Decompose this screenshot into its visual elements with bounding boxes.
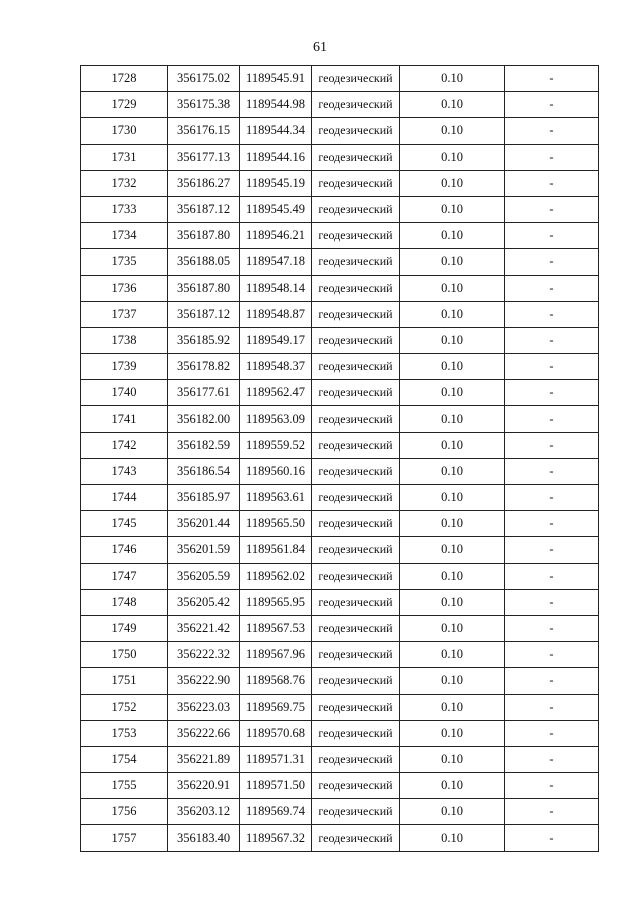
accuracy-cell: 0.10	[400, 720, 505, 746]
y-coordinate-cell: 1189544.16	[240, 144, 312, 170]
description-cell: -	[505, 720, 599, 746]
y-coordinate-cell: 1189563.09	[240, 406, 312, 432]
y-coordinate-cell: 1189570.68	[240, 720, 312, 746]
method-cell: геодезический	[312, 720, 400, 746]
point-number-cell: 1745	[81, 511, 168, 537]
accuracy-cell: 0.10	[400, 563, 505, 589]
x-coordinate-cell: 356186.27	[168, 170, 240, 196]
point-number-cell: 1738	[81, 327, 168, 353]
x-coordinate-cell: 356187.12	[168, 196, 240, 222]
table-row	[81, 66, 599, 92]
point-number-cell: 1750	[81, 642, 168, 668]
accuracy-cell: 0.10	[400, 458, 505, 484]
y-coordinate-cell: 1189568.76	[240, 668, 312, 694]
method-cell: геодезический	[312, 301, 400, 327]
method-cell: геодезический	[312, 773, 400, 799]
table-row	[81, 773, 599, 799]
method-cell: геодезический	[312, 432, 400, 458]
x-coordinate-cell: 356185.97	[168, 485, 240, 511]
point-number-cell: 1733	[81, 196, 168, 222]
accuracy-cell: 0.10	[400, 589, 505, 615]
x-coordinate-cell: 356201.59	[168, 537, 240, 563]
x-coordinate-cell: 356175.38	[168, 92, 240, 118]
accuracy-cell: 0.10	[400, 485, 505, 511]
y-coordinate-cell: 1189567.96	[240, 642, 312, 668]
table-row	[81, 170, 599, 196]
accuracy-cell: 0.10	[400, 511, 505, 537]
method-cell: геодезический	[312, 799, 400, 825]
point-number-cell: 1746	[81, 537, 168, 563]
x-coordinate-cell: 356220.91	[168, 773, 240, 799]
table-row	[81, 406, 599, 432]
description-cell: -	[505, 799, 599, 825]
description-cell: -	[505, 66, 599, 92]
description-cell: -	[505, 432, 599, 458]
table-row	[81, 563, 599, 589]
accuracy-cell: 0.10	[400, 694, 505, 720]
description-cell: -	[505, 92, 599, 118]
point-number-cell: 1754	[81, 746, 168, 772]
point-number-cell: 1736	[81, 275, 168, 301]
table-row	[81, 327, 599, 353]
point-number-cell: 1753	[81, 720, 168, 746]
table-row	[81, 301, 599, 327]
accuracy-cell: 0.10	[400, 118, 505, 144]
table-row	[81, 668, 599, 694]
table-row	[81, 694, 599, 720]
method-cell: геодезический	[312, 249, 400, 275]
method-cell: геодезический	[312, 694, 400, 720]
accuracy-cell: 0.10	[400, 223, 505, 249]
accuracy-cell: 0.10	[400, 406, 505, 432]
method-cell: геодезический	[312, 380, 400, 406]
y-coordinate-cell: 1189548.87	[240, 301, 312, 327]
table-row	[81, 92, 599, 118]
point-number-cell: 1734	[81, 223, 168, 249]
method-cell: геодезический	[312, 511, 400, 537]
point-number-cell: 1728	[81, 66, 168, 92]
y-coordinate-cell: 1189545.19	[240, 170, 312, 196]
x-coordinate-cell: 356183.40	[168, 825, 240, 851]
description-cell: -	[505, 485, 599, 511]
x-coordinate-cell: 356187.80	[168, 275, 240, 301]
x-coordinate-cell: 356176.15	[168, 118, 240, 144]
point-number-cell: 1729	[81, 92, 168, 118]
point-number-cell: 1741	[81, 406, 168, 432]
method-cell: геодезический	[312, 275, 400, 301]
accuracy-cell: 0.10	[400, 275, 505, 301]
point-number-cell: 1737	[81, 301, 168, 327]
y-coordinate-cell: 1189565.95	[240, 589, 312, 615]
point-number-cell: 1735	[81, 249, 168, 275]
description-cell: -	[505, 773, 599, 799]
table-row	[81, 642, 599, 668]
accuracy-cell: 0.10	[400, 327, 505, 353]
method-cell: геодезический	[312, 642, 400, 668]
table-row	[81, 799, 599, 825]
x-coordinate-cell: 356222.66	[168, 720, 240, 746]
description-cell: -	[505, 144, 599, 170]
y-coordinate-cell: 1189544.34	[240, 118, 312, 144]
y-coordinate-cell: 1189559.52	[240, 432, 312, 458]
y-coordinate-cell: 1189562.02	[240, 563, 312, 589]
table-row	[81, 432, 599, 458]
accuracy-cell: 0.10	[400, 668, 505, 694]
point-number-cell: 1755	[81, 773, 168, 799]
y-coordinate-cell: 1189571.31	[240, 746, 312, 772]
accuracy-cell: 0.10	[400, 301, 505, 327]
accuracy-cell: 0.10	[400, 354, 505, 380]
point-number-cell: 1749	[81, 615, 168, 641]
x-coordinate-cell: 356187.80	[168, 223, 240, 249]
x-coordinate-cell: 356177.61	[168, 380, 240, 406]
y-coordinate-cell: 1189569.75	[240, 694, 312, 720]
point-number-cell: 1747	[81, 563, 168, 589]
table-row	[81, 275, 599, 301]
point-number-cell: 1752	[81, 694, 168, 720]
accuracy-cell: 0.10	[400, 642, 505, 668]
coordinates-table-body	[81, 66, 599, 852]
table-row	[81, 825, 599, 851]
y-coordinate-cell: 1189567.53	[240, 615, 312, 641]
method-cell: геодезический	[312, 327, 400, 353]
description-cell: -	[505, 615, 599, 641]
description-cell: -	[505, 327, 599, 353]
description-cell: -	[505, 354, 599, 380]
method-cell: геодезический	[312, 144, 400, 170]
y-coordinate-cell: 1189546.21	[240, 223, 312, 249]
table-row	[81, 746, 599, 772]
y-coordinate-cell: 1189545.91	[240, 66, 312, 92]
y-coordinate-cell: 1189544.98	[240, 92, 312, 118]
description-cell: -	[505, 694, 599, 720]
method-cell: геодезический	[312, 92, 400, 118]
description-cell: -	[505, 380, 599, 406]
x-coordinate-cell: 356188.05	[168, 249, 240, 275]
table-row	[81, 458, 599, 484]
accuracy-cell: 0.10	[400, 537, 505, 563]
description-cell: -	[505, 406, 599, 432]
point-number-cell: 1740	[81, 380, 168, 406]
point-number-cell: 1743	[81, 458, 168, 484]
point-number-cell: 1730	[81, 118, 168, 144]
table-row	[81, 720, 599, 746]
method-cell: геодезический	[312, 170, 400, 196]
y-coordinate-cell: 1189548.37	[240, 354, 312, 380]
description-cell: -	[505, 275, 599, 301]
x-coordinate-cell: 356182.00	[168, 406, 240, 432]
table-row	[81, 537, 599, 563]
y-coordinate-cell: 1189549.17	[240, 327, 312, 353]
description-cell: -	[505, 223, 599, 249]
x-coordinate-cell: 356182.59	[168, 432, 240, 458]
description-cell: -	[505, 825, 599, 851]
y-coordinate-cell: 1189561.84	[240, 537, 312, 563]
table-row	[81, 511, 599, 537]
description-cell: -	[505, 537, 599, 563]
x-coordinate-cell: 356177.13	[168, 144, 240, 170]
y-coordinate-cell: 1189565.50	[240, 511, 312, 537]
method-cell: геодезический	[312, 825, 400, 851]
table-row	[81, 196, 599, 222]
accuracy-cell: 0.10	[400, 432, 505, 458]
x-coordinate-cell: 356178.82	[168, 354, 240, 380]
table-row	[81, 118, 599, 144]
x-coordinate-cell: 356222.90	[168, 668, 240, 694]
table-row	[81, 354, 599, 380]
accuracy-cell: 0.10	[400, 144, 505, 170]
accuracy-cell: 0.10	[400, 92, 505, 118]
method-cell: геодезический	[312, 537, 400, 563]
description-cell: -	[505, 746, 599, 772]
table-row	[81, 223, 599, 249]
page-number: 61	[313, 40, 327, 55]
accuracy-cell: 0.10	[400, 380, 505, 406]
y-coordinate-cell: 1189560.16	[240, 458, 312, 484]
description-cell: -	[505, 642, 599, 668]
method-cell: геодезический	[312, 615, 400, 641]
point-number-cell: 1757	[81, 825, 168, 851]
accuracy-cell: 0.10	[400, 773, 505, 799]
description-cell: -	[505, 563, 599, 589]
table-row	[81, 615, 599, 641]
y-coordinate-cell: 1189547.18	[240, 249, 312, 275]
y-coordinate-cell: 1189548.14	[240, 275, 312, 301]
accuracy-cell: 0.10	[400, 746, 505, 772]
method-cell: геодезический	[312, 589, 400, 615]
point-number-cell: 1744	[81, 485, 168, 511]
description-cell: -	[505, 170, 599, 196]
x-coordinate-cell: 356221.89	[168, 746, 240, 772]
accuracy-cell: 0.10	[400, 249, 505, 275]
point-number-cell: 1739	[81, 354, 168, 380]
coordinates-table	[80, 65, 599, 852]
x-coordinate-cell: 356185.92	[168, 327, 240, 353]
description-cell: -	[505, 301, 599, 327]
x-coordinate-cell: 356221.42	[168, 615, 240, 641]
method-cell: геодезический	[312, 746, 400, 772]
point-number-cell: 1731	[81, 144, 168, 170]
description-cell: -	[505, 196, 599, 222]
x-coordinate-cell: 356222.32	[168, 642, 240, 668]
method-cell: геодезический	[312, 668, 400, 694]
point-number-cell: 1751	[81, 668, 168, 694]
method-cell: геодезический	[312, 563, 400, 589]
y-coordinate-cell: 1189569.74	[240, 799, 312, 825]
table-row	[81, 249, 599, 275]
table-row	[81, 485, 599, 511]
description-cell: -	[505, 589, 599, 615]
description-cell: -	[505, 511, 599, 537]
description-cell: -	[505, 249, 599, 275]
x-coordinate-cell: 356205.59	[168, 563, 240, 589]
method-cell: геодезический	[312, 458, 400, 484]
x-coordinate-cell: 356175.02	[168, 66, 240, 92]
method-cell: геодезический	[312, 485, 400, 511]
table-row	[81, 144, 599, 170]
point-number-cell: 1748	[81, 589, 168, 615]
point-number-cell: 1756	[81, 799, 168, 825]
accuracy-cell: 0.10	[400, 825, 505, 851]
point-number-cell: 1732	[81, 170, 168, 196]
accuracy-cell: 0.10	[400, 170, 505, 196]
accuracy-cell: 0.10	[400, 615, 505, 641]
x-coordinate-cell: 356205.42	[168, 589, 240, 615]
x-coordinate-cell: 356203.12	[168, 799, 240, 825]
method-cell: геодезический	[312, 354, 400, 380]
method-cell: геодезический	[312, 196, 400, 222]
x-coordinate-cell: 356223.03	[168, 694, 240, 720]
point-number-cell: 1742	[81, 432, 168, 458]
table-row	[81, 380, 599, 406]
y-coordinate-cell: 1189567.32	[240, 825, 312, 851]
y-coordinate-cell: 1189563.61	[240, 485, 312, 511]
description-cell: -	[505, 118, 599, 144]
method-cell: геодезический	[312, 118, 400, 144]
y-coordinate-cell: 1189571.50	[240, 773, 312, 799]
x-coordinate-cell: 356186.54	[168, 458, 240, 484]
x-coordinate-cell: 356201.44	[168, 511, 240, 537]
x-coordinate-cell: 356187.12	[168, 301, 240, 327]
y-coordinate-cell: 1189562.47	[240, 380, 312, 406]
method-cell: геодезический	[312, 406, 400, 432]
accuracy-cell: 0.10	[400, 196, 505, 222]
y-coordinate-cell: 1189545.49	[240, 196, 312, 222]
accuracy-cell: 0.10	[400, 66, 505, 92]
description-cell: -	[505, 458, 599, 484]
method-cell: геодезический	[312, 223, 400, 249]
table-row	[81, 589, 599, 615]
description-cell: -	[505, 668, 599, 694]
accuracy-cell: 0.10	[400, 799, 505, 825]
method-cell: геодезический	[312, 66, 400, 92]
